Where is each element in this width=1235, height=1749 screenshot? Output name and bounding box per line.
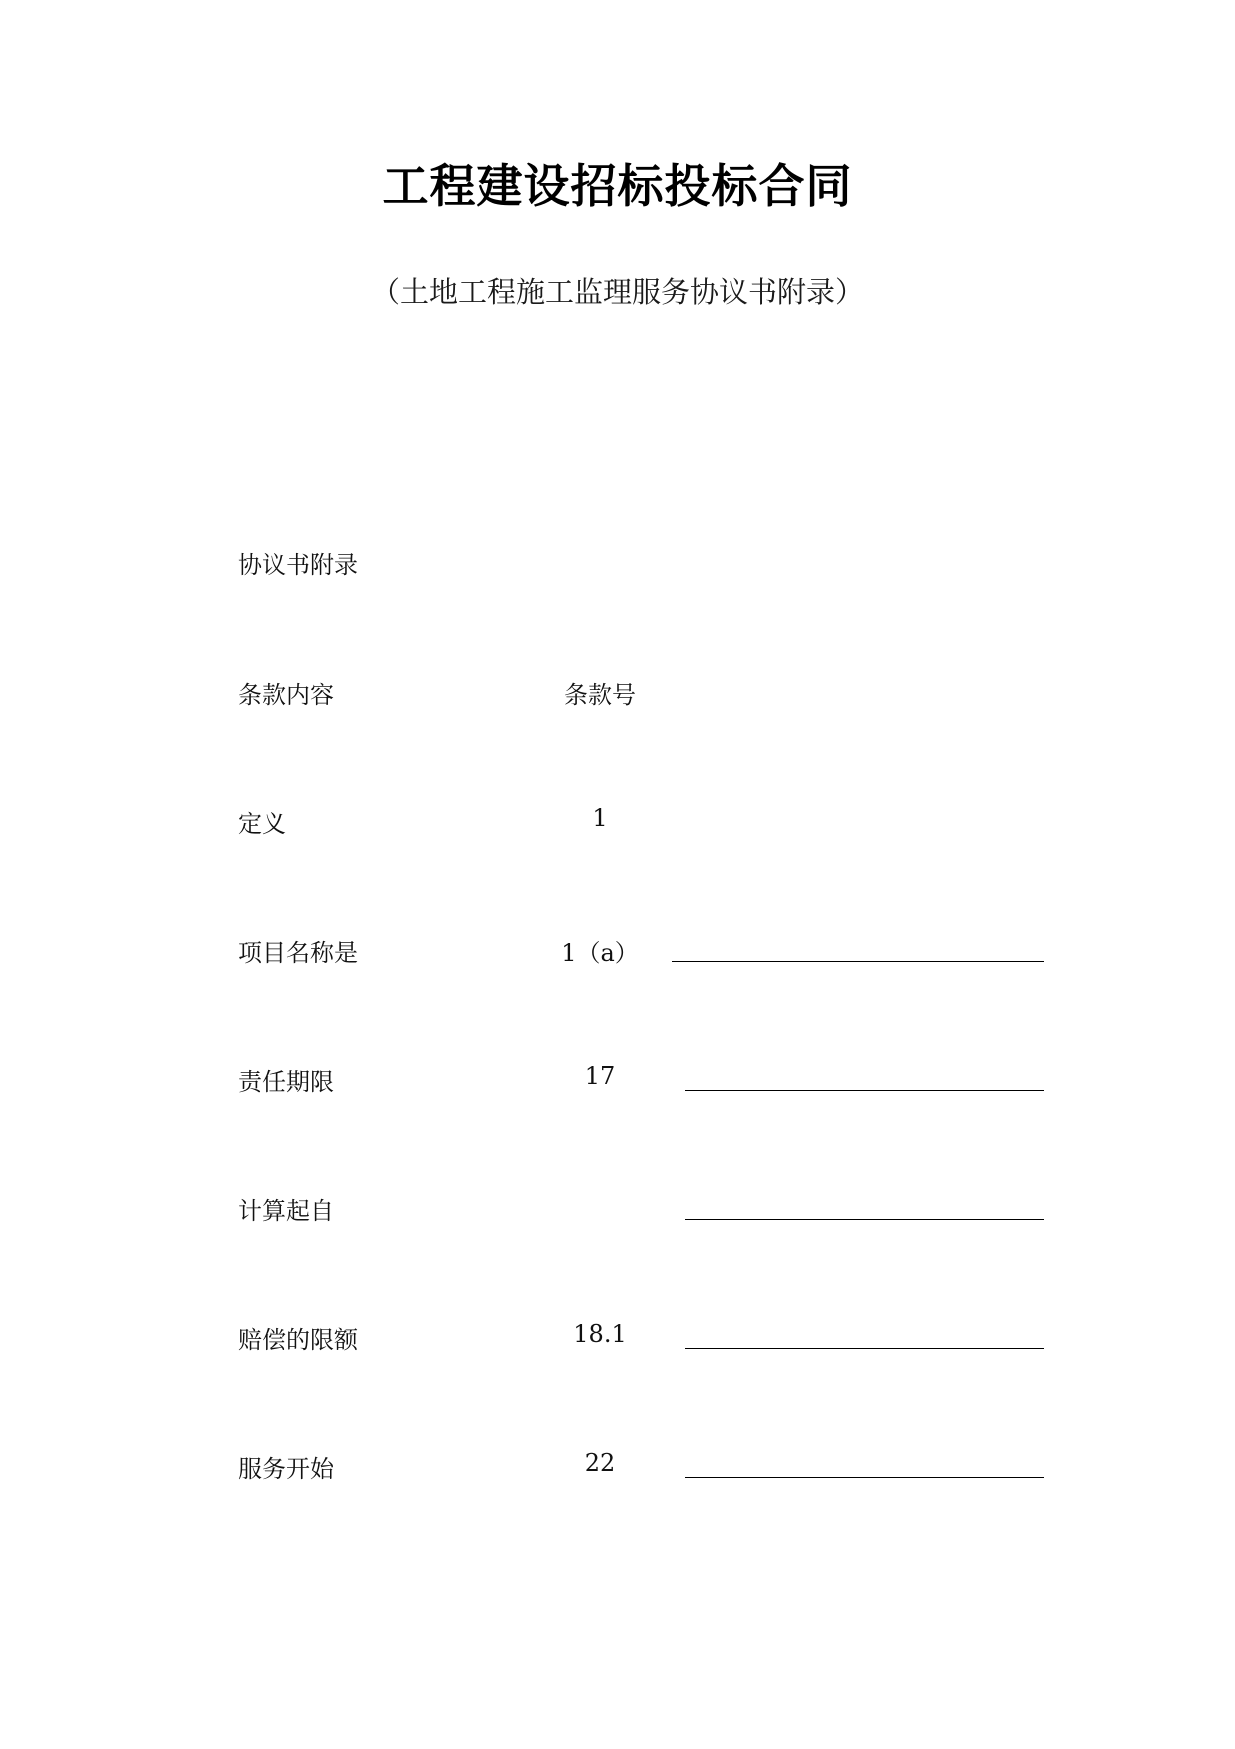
clause-row-project-name (0, 933, 1235, 973)
clause-label: 赔偿的限额 (238, 1326, 358, 1354)
clause-number: 18.1 (573, 1320, 627, 1348)
document-title: 工程建设招标投标合同 (382, 159, 853, 213)
document-subtitle: （土地工程施工监理服务协议书附录） (370, 275, 864, 309)
clause-row-liability-period (0, 1062, 1235, 1102)
section-label: 协议书附录 (238, 551, 358, 579)
clause-row-service-start (0, 1449, 1235, 1489)
header-row (0, 675, 1235, 715)
clause-number: 22 (584, 1449, 616, 1477)
clause-row-compensation-limit (0, 1320, 1235, 1360)
column-header-content: 条款内容 (238, 681, 334, 709)
fill-in-blank-line[interactable] (685, 1348, 1044, 1349)
clause-label: 定义 (238, 810, 286, 838)
fill-in-blank-line[interactable] (672, 961, 1044, 962)
clause-row-definition (0, 804, 1235, 844)
clause-label: 责任期限 (238, 1068, 334, 1096)
clause-label: 服务开始 (238, 1455, 334, 1483)
clause-label: 计算起自 (238, 1197, 334, 1225)
clause-number: 1 (592, 804, 608, 832)
clause-label: 项目名称是 (238, 939, 358, 967)
clause-number: 1（a） (561, 939, 639, 967)
clause-row-calculated-from (0, 1191, 1235, 1231)
clause-number: 17 (584, 1062, 616, 1090)
column-header-clause: 条款号 (564, 681, 636, 709)
fill-in-blank-line[interactable] (685, 1477, 1044, 1478)
fill-in-blank-line[interactable] (685, 1219, 1044, 1220)
fill-in-blank-line[interactable] (685, 1090, 1044, 1091)
